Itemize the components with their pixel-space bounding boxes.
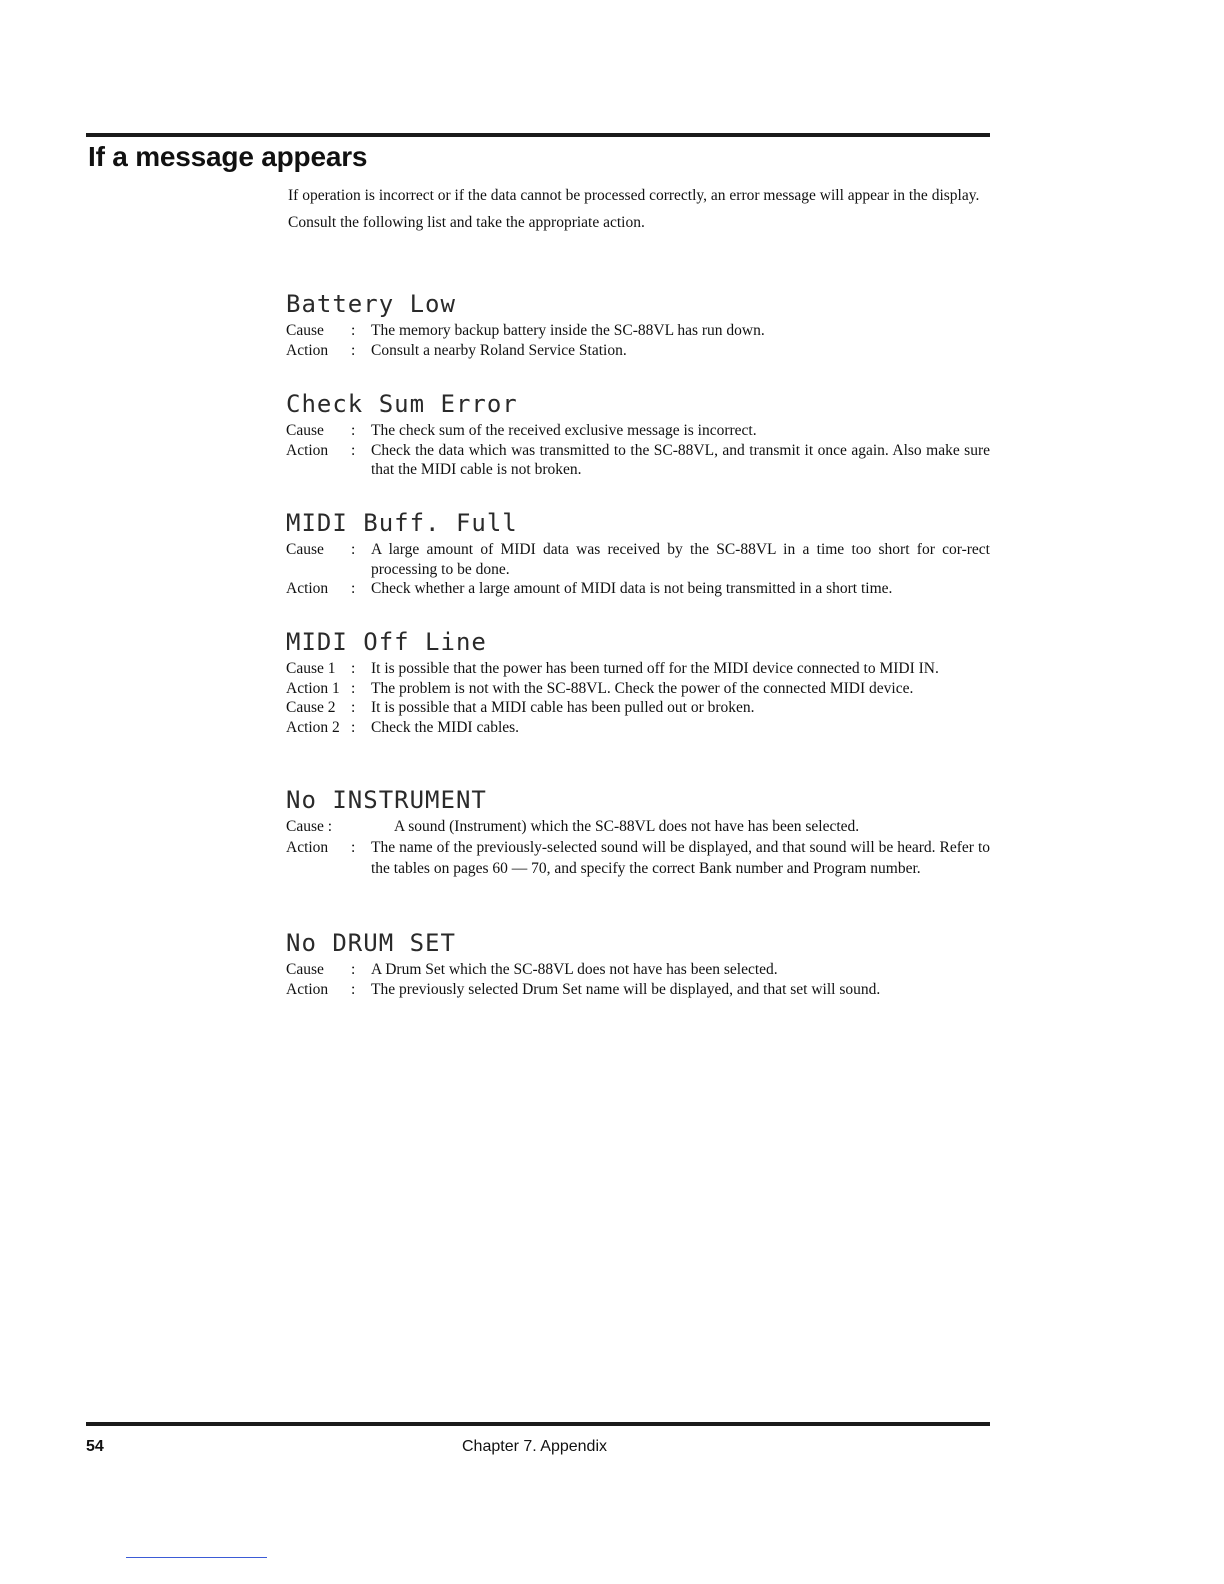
entry-cause-1: Cause 1 : It is possible that the power has been turned off for the MIDI device connected to MIDI IN. [286,660,939,677]
entry-text: The previously selected Drum Set name will be displayed, and that set will sound. [371,980,881,998]
entry-cause: Cause : A Drum Set which the SC-88VL does not have has been selected. [286,961,778,978]
message-midi-off-line [286,627,990,737]
entry-label: Cause [286,541,324,558]
entry-label: Action [286,838,329,856]
entry-text: A large amount of MIDI data was received by the SC-88VL in a time too short for cor-rect processing to be done. [371,541,990,578]
lcd-message: No DRUM SET [286,929,456,957]
intro-paragraph-1: If operation is incorrect or if the data cannot be processed correctly, an error message will appear in the display. [288,187,980,204]
entry-text: It is possible that the power has been turned off for the MIDI device connected to MIDI IN. [371,660,939,677]
message-no-drum-set [286,928,990,999]
entry-action-1: Action 1 : The problem is not with the SC-88VL. Check the power of the connected MIDI device. [286,679,914,697]
entry-label: Cause [286,818,324,835]
entry-label: Action 1 [286,679,340,697]
entry-action: Action : Consult a nearby Roland Service Station. [286,341,627,359]
entry-text: Check whether a large amount of MIDI data is not being transmitted in a short time. [371,580,893,598]
lcd-message: Battery Low [286,290,456,318]
entry-action: Action : Check whether a large amount of MIDI data is not being transmitted in a short time. [286,580,893,598]
entry-label: Action [286,580,329,598]
message-check-sum-error [286,389,990,480]
entry-cause: Cause : A sound (Instrument) which the SC-88VL does not have has been selected. [286,817,990,837]
lcd-message: No INSTRUMENT [286,786,487,814]
intro-text [288,186,990,240]
entry-text: The memory backup battery inside the SC-88VL has run down. [371,322,765,339]
entry-action-2: Action 2 : Check the MIDI cables. [286,718,520,736]
bottom-rule [86,1422,990,1426]
entry-label: Action [286,980,329,998]
entry-cause: Cause : The check sum of the received exclusive message is incorrect. [286,422,757,439]
entry-text: A Drum Set which the SC-88VL does not have has been selected. [371,961,778,978]
entry-label: Action [286,341,329,359]
entry-cause-2: Cause 2 : It is possible that a MIDI cable has been pulled out or broken. [286,699,755,717]
message-no-instrument [286,785,990,880]
lcd-message: Check Sum Error [286,390,518,418]
entry-action: Action : The name of the previously-selected sound will be displayed, and that sound will be heard. Refer to the tables on pages 60 — 70, and specify the correct Bank number and Program number. [286,837,990,880]
lcd-message: MIDI Off Line [286,628,487,656]
entry-label: Cause [286,322,324,339]
entry-text: The check sum of the received exclusive message is incorrect. [371,422,757,439]
chapter-title: Chapter 7. Appendix [462,1438,607,1455]
entry-text: The problem is not with the SC-88VL. Check the power of the connected MIDI device. [371,679,914,697]
page-number: 54 [86,1438,104,1455]
entry-label: Action 2 [286,718,340,736]
entry-label: Cause 2 [286,699,336,717]
entry-cause: Cause : A large amount of MIDI data was received by the SC-88VL in a time too short for cor-rect processing to be done. [286,541,990,578]
entry-label: Cause [286,961,324,978]
entry-text: Check the MIDI cables. [371,718,520,736]
entry-text: The name of the previously-selected sound will be displayed, and that sound will be heard. Refer to the tables on pages 60 — 70, and specify the correct Bank number and Program number. [371,838,990,878]
entry-text: A sound (Instrument) which the SC-88VL does not have has been selected. [394,818,860,835]
entry-label: Action [286,441,329,459]
page-title: If a message appears [88,141,368,172]
entry-text: Consult a nearby Roland Service Station. [371,341,627,359]
message-midi-buff-full [286,508,990,599]
entry-text: It is possible that a MIDI cable has been pulled out or broken. [371,699,755,717]
entry-label: Cause [286,422,324,439]
top-rule [86,133,990,137]
entry-text: Check the data which was transmitted to the SC-88VL, and transmit it once again. Also make sure that the MIDI cable is not broken. [371,441,990,479]
entry-label: Cause 1 [286,660,336,677]
lcd-message: MIDI Buff. Full [286,509,518,537]
entry-cause: Cause : The memory backup battery inside the SC-88VL has run down. [286,322,765,339]
scan-artifact-line [126,1557,267,1558]
entry-action: Action : Check the data which was transmitted to the SC-88VL, and transmit it once again. Also make sure that the MIDI cable is not broken. [286,441,990,479]
message-battery-low [286,289,990,360]
intro-paragraph-2: Consult the following list and take the appropriate action. [288,214,645,231]
entry-action: Action : The previously selected Drum Set name will be displayed, and that set will sound. [286,980,881,998]
